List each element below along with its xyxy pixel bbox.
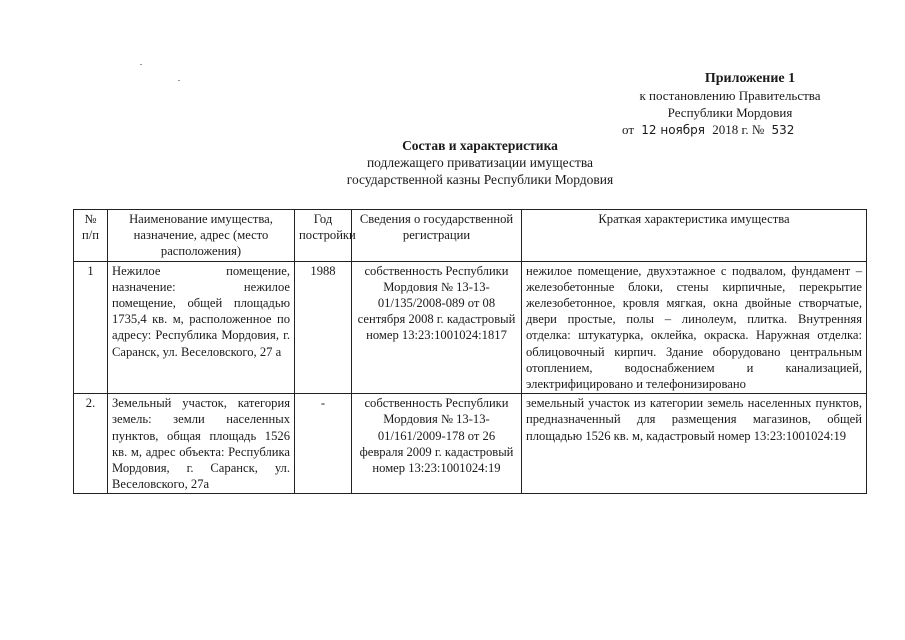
assets-table [73, 209, 867, 494]
scan-speck [140, 64, 142, 65]
date-day: 12 ноября [641, 123, 705, 137]
header-year: Год постройки [295, 210, 352, 262]
row-year: - [295, 394, 352, 494]
header-description: Краткая характеристика имущества [522, 210, 867, 262]
date-year: 2018 г. № [712, 122, 765, 137]
table-row [74, 261, 867, 394]
table-row [74, 394, 867, 494]
header-name: Наименование имущества, назначение, адрес (место расположения) [108, 210, 295, 262]
resolution-number: 532 [771, 123, 795, 137]
row-registration: собственность Республики Мордовия № 13-13-01/161/2009-178 от 26 февраля 2009 г. кадастровый номер 13:23:1001024:19 [352, 394, 522, 494]
document-subtitle-2: государственной казны Республики Мордовия [346, 172, 614, 187]
scan-speck [178, 80, 180, 81]
row-year: 1988 [295, 261, 352, 394]
row-num: 1 [74, 261, 108, 394]
header-num: № п/п [74, 210, 108, 262]
annex-title: Приложение 1 [704, 71, 796, 86]
header-registration: Сведения о государственной регистрации [352, 210, 522, 262]
annex-line-1: к постановлению Правительства [639, 88, 821, 103]
document-subtitle-1: подлежащего приватизации имущества [366, 155, 594, 170]
row-description: земельный участок из категории земель населенных пунктов, предназначенный для размещения магазинов, общей площадью 1526 кв. м, кадастровый номер 13:23:1001024:19 [522, 394, 867, 494]
document-heading [280, 137, 680, 188]
row-num: 2. [74, 394, 108, 494]
date-prefix: от [622, 122, 635, 137]
annex-block [600, 70, 860, 139]
annex-line-2: Республики Мордовия [667, 105, 793, 120]
row-name: Земельный участок, категория земель: земли населенных пунктов, общая площадь 1526 кв. м, адрес объекта: Республика Мордовия, г. Саранск, ул. Веселовского, 27а [108, 394, 295, 494]
row-description: нежилое помещение, двухэтажное с подвалом, фундамент – железобетонные блоки, стены кирпичные, перекрытие железобетонное, кровля мягкая, окна двойные створчатые, двери простые, полы – линолеум, плитка. Внутренняя отделка: штукатурка, оклейка, окраска. Наружная отделка: облицовочный кирпич. Здание оборудовано центральным отоплением, водоснабжением и канализацией, электрифицировано и телефонизировано [522, 261, 867, 394]
table-header-row [74, 210, 867, 262]
row-name: Нежилое помещение, назначение: нежилое помещение, общей площадью 1735,4 кв. м, расположенное по адресу: Республика Мордовия, г. Саранск, ул. Веселовского, 27 а [108, 261, 295, 394]
row-registration: собственность Республики Мордовия № 13-13-01/135/2008-089 от 08 сентября 2008 г. кадастровый номер 13:23:1001024:1817 [352, 261, 522, 394]
document-title: Состав и характеристика [402, 138, 558, 153]
